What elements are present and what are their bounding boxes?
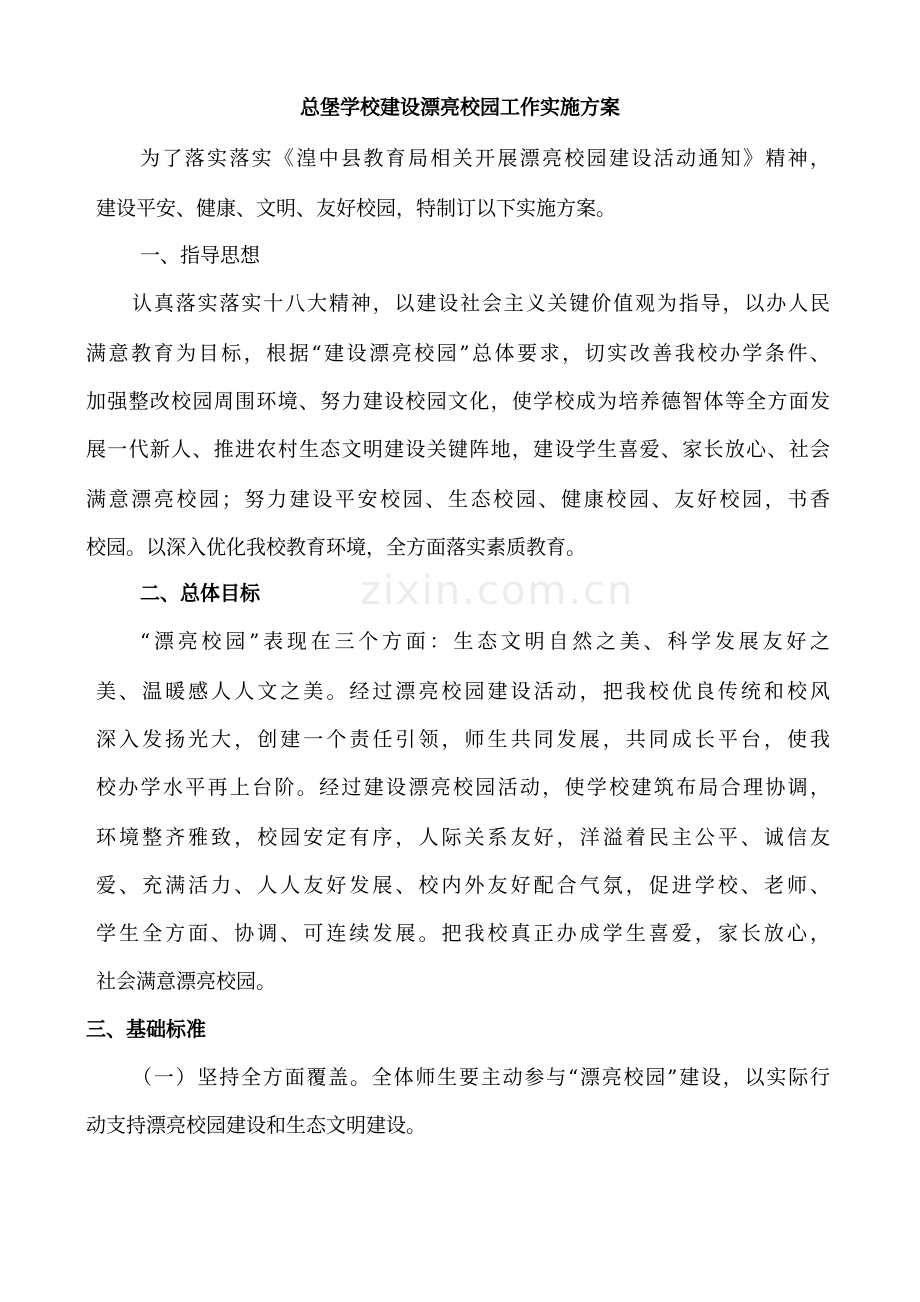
section-heading: 三、基础标准 bbox=[86, 1017, 206, 1041]
watermark: zixin.com.cn bbox=[360, 568, 635, 614]
paragraph-line: 社会满意漂亮校园。 bbox=[96, 969, 276, 993]
paragraph-line: 校园。以深入优化我校教育环境，全方面落实素质教育。 bbox=[86, 535, 586, 559]
paragraph-line: 认真落实落实十八大精神，以建设社会主义关键价值观为指导，以办人民 bbox=[132, 291, 830, 315]
paragraph-line: 动支持漂亮校园建设和生态文明建设。 bbox=[86, 1113, 426, 1137]
paragraph-line: 校办学水平再上台阶。经过建设漂亮校园活动，使学校建筑布局合理协调， bbox=[96, 775, 830, 799]
paragraph-line: 学生全方面、协调、可连续发展。把我校真正办成学生喜爱，家长放心， bbox=[96, 921, 830, 945]
paragraph-line: 加强整改校园周围环境、努力建设校园文化，使学校成为培养德智体等全方面发 bbox=[86, 389, 830, 413]
paragraph-line: 深入发扬光大，创建一个责任引领，师生共同发展，共同成长平台，使我 bbox=[96, 727, 830, 751]
paragraph-line: 环境整齐雅致，校园安定有序，人际关系友好，洋溢着民主公平、诚信友 bbox=[96, 825, 830, 849]
section-heading: 一、指导思想 bbox=[140, 243, 260, 267]
paragraph-line: 建设平安、健康、文明、友好校园，特制订以下实施方案。 bbox=[96, 196, 616, 220]
document-title: 总堡学校建设漂亮校园工作实施方案 bbox=[300, 95, 620, 119]
section-heading: 二、总体目标 bbox=[140, 581, 260, 605]
paragraph-line: “漂亮校园”表现在三个方面：生态文明自然之美、科学发展友好之 bbox=[140, 629, 830, 653]
paragraph-line: 爱、充满活力、人人友好发展、校内外友好配合气氛，促进学校、老师、 bbox=[96, 873, 830, 897]
paragraph-line: 为了落实落实《湟中县教育局相关开展漂亮校园建设活动通知》精神， bbox=[140, 146, 830, 170]
paragraph-line: （一）坚持全方面覆盖。全体师生要主动参与“漂亮校园”建设，以实际行 bbox=[132, 1065, 830, 1089]
paragraph-line: 展一代新人、推进农村生态文明建设关键阵地，建设学生喜爱、家长放心、社会 bbox=[86, 437, 830, 461]
paragraph-line: 满意漂亮校园；努力建设平安校园、生态校园、健康校园、友好校园，书香 bbox=[86, 487, 830, 511]
paragraph-line: 美、温暖感人人文之美。经过漂亮校园建设活动，把我校优良传统和校风 bbox=[96, 679, 830, 703]
paragraph-line: 满意教育为目标，根据“建设漂亮校园”总体要求，切实改善我校办学条件、 bbox=[86, 341, 830, 365]
